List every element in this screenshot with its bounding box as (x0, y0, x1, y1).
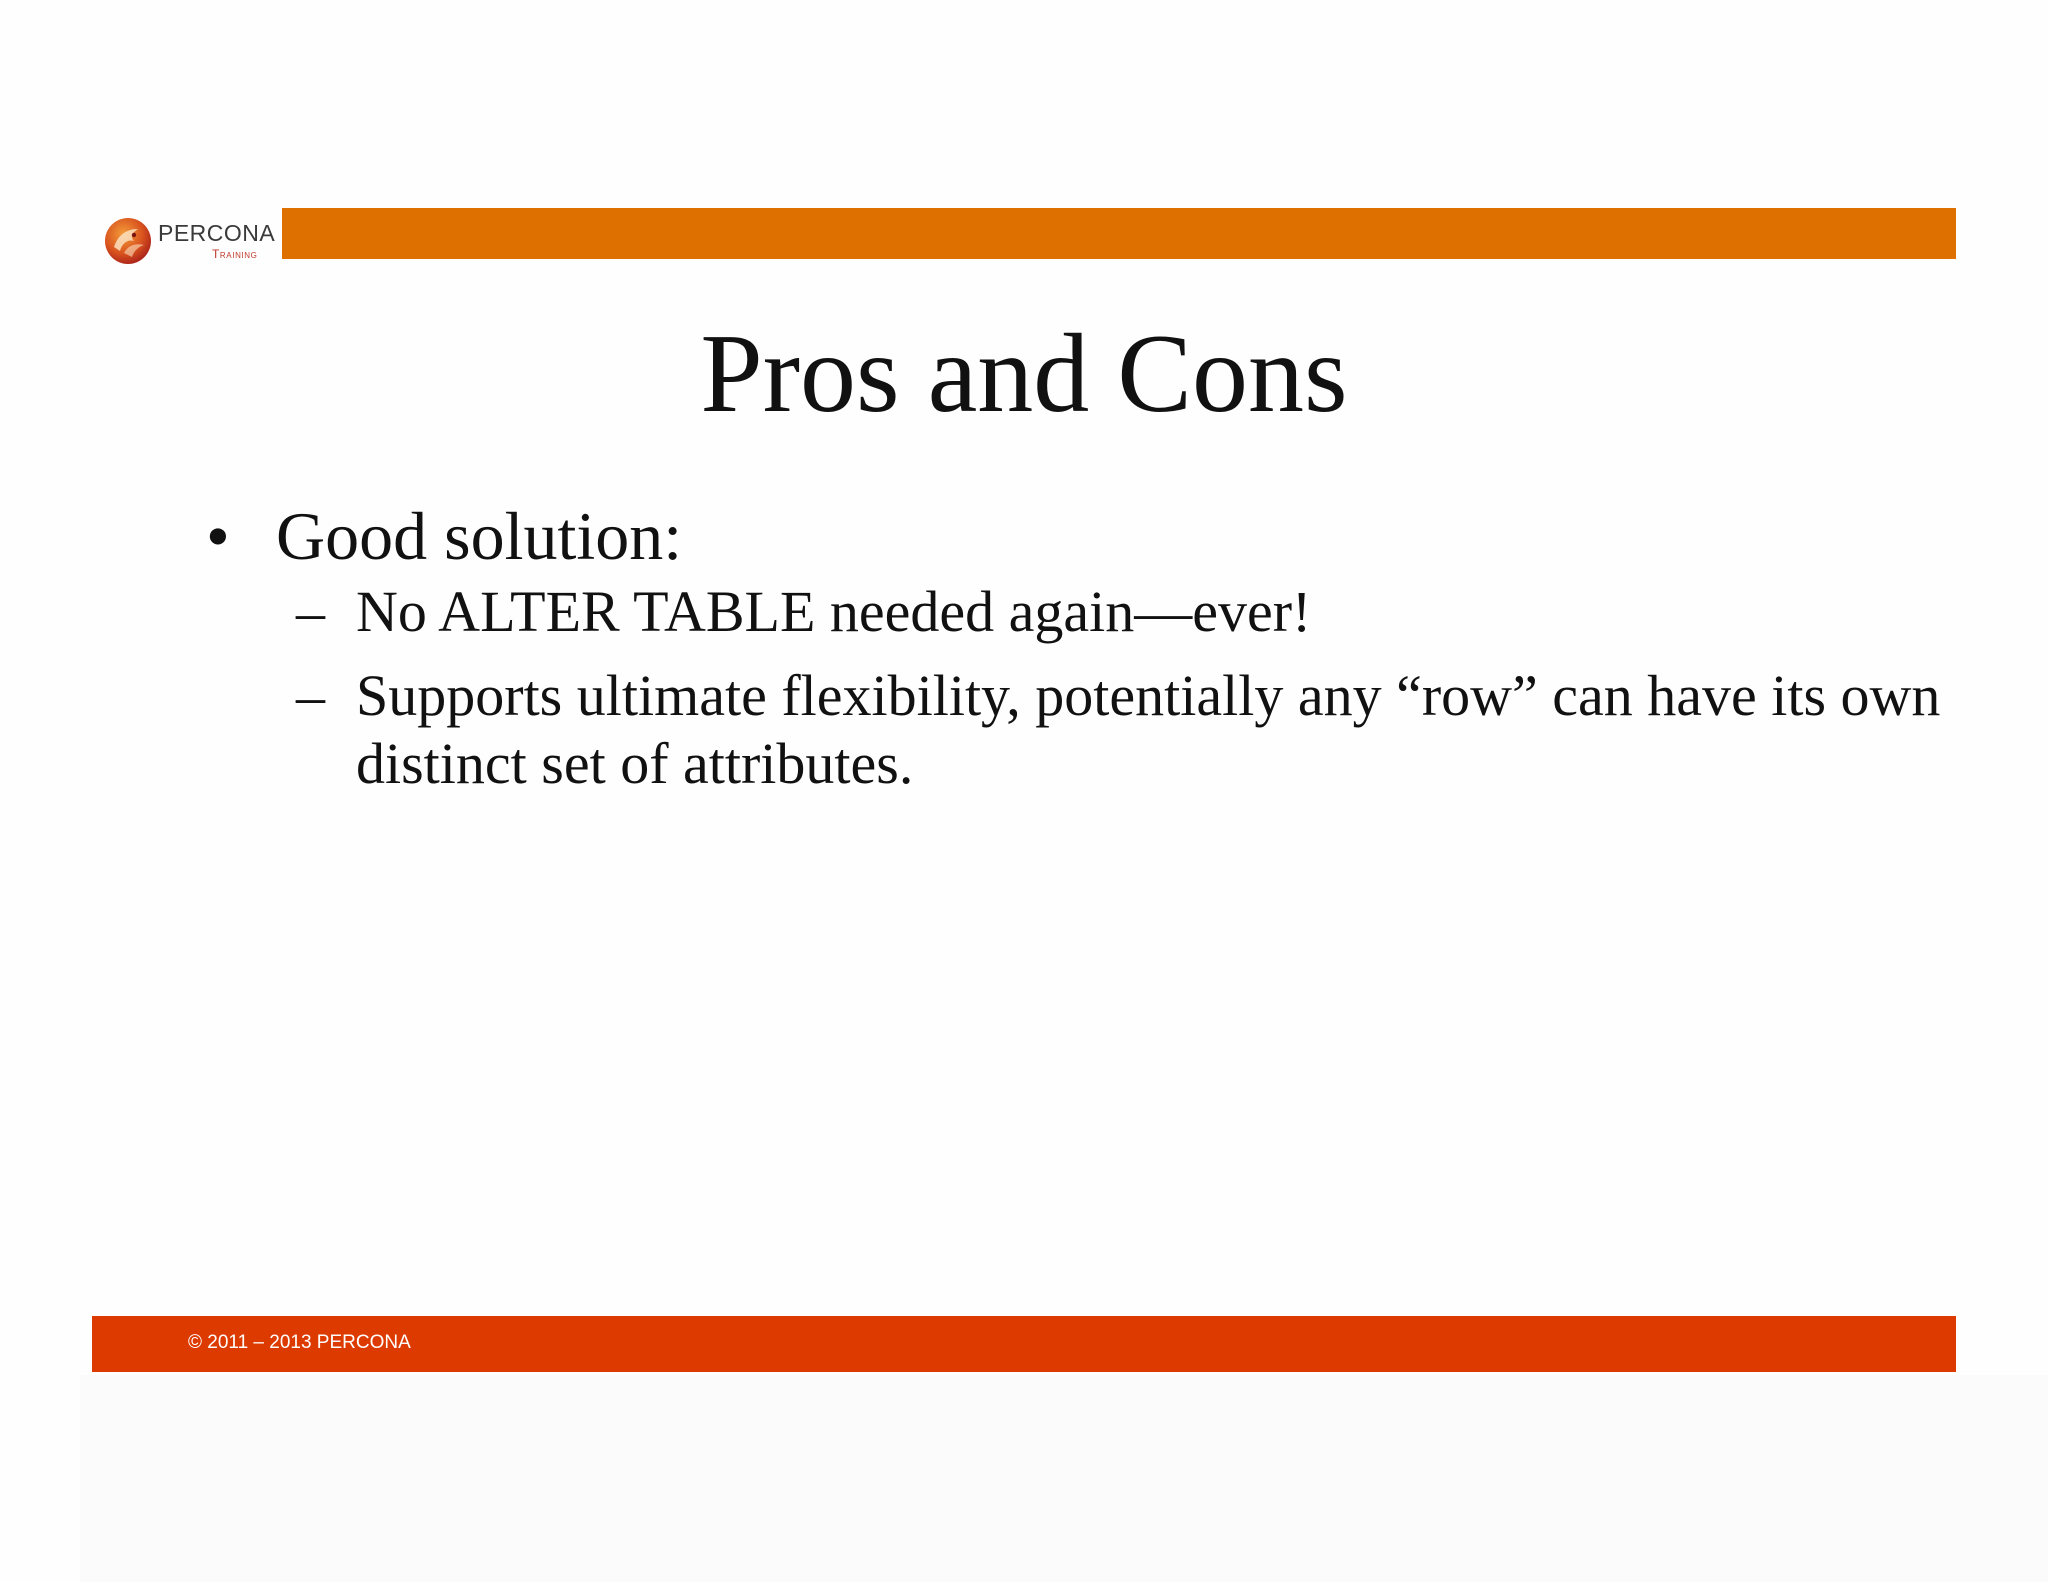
logo-subtitle: Training (212, 247, 258, 261)
sub-bullet-marker: – (296, 579, 325, 644)
bullet-item (200, 496, 1920, 576)
footer-copyright: © 2011 – 2013 PERCONA (188, 1332, 411, 1353)
sub-bullet-marker: – (296, 663, 325, 728)
slide-title: Pros and Cons (700, 312, 1348, 436)
slide-content (200, 496, 1941, 814)
slide-bottom-shade (80, 1375, 2048, 1582)
percona-logo-icon (104, 217, 152, 265)
sub-bullet-list (200, 578, 1941, 798)
percona-training-logo (104, 214, 284, 274)
sub-bullet-text: No ALTER TABLE needed again—ever! (356, 579, 1312, 644)
sub-bullet-item (200, 662, 1976, 798)
logo-wordmark: PERCONA (158, 220, 276, 246)
header-accent-bar (282, 208, 1956, 259)
bullet-text: Good solution: (276, 498, 683, 574)
sub-bullet-item (200, 578, 1976, 646)
bullet-marker: • (206, 498, 230, 574)
sub-bullet-text: Supports ultimate flexibility, potentially any “row” can have its own distinct set of attributes. (356, 663, 1941, 796)
